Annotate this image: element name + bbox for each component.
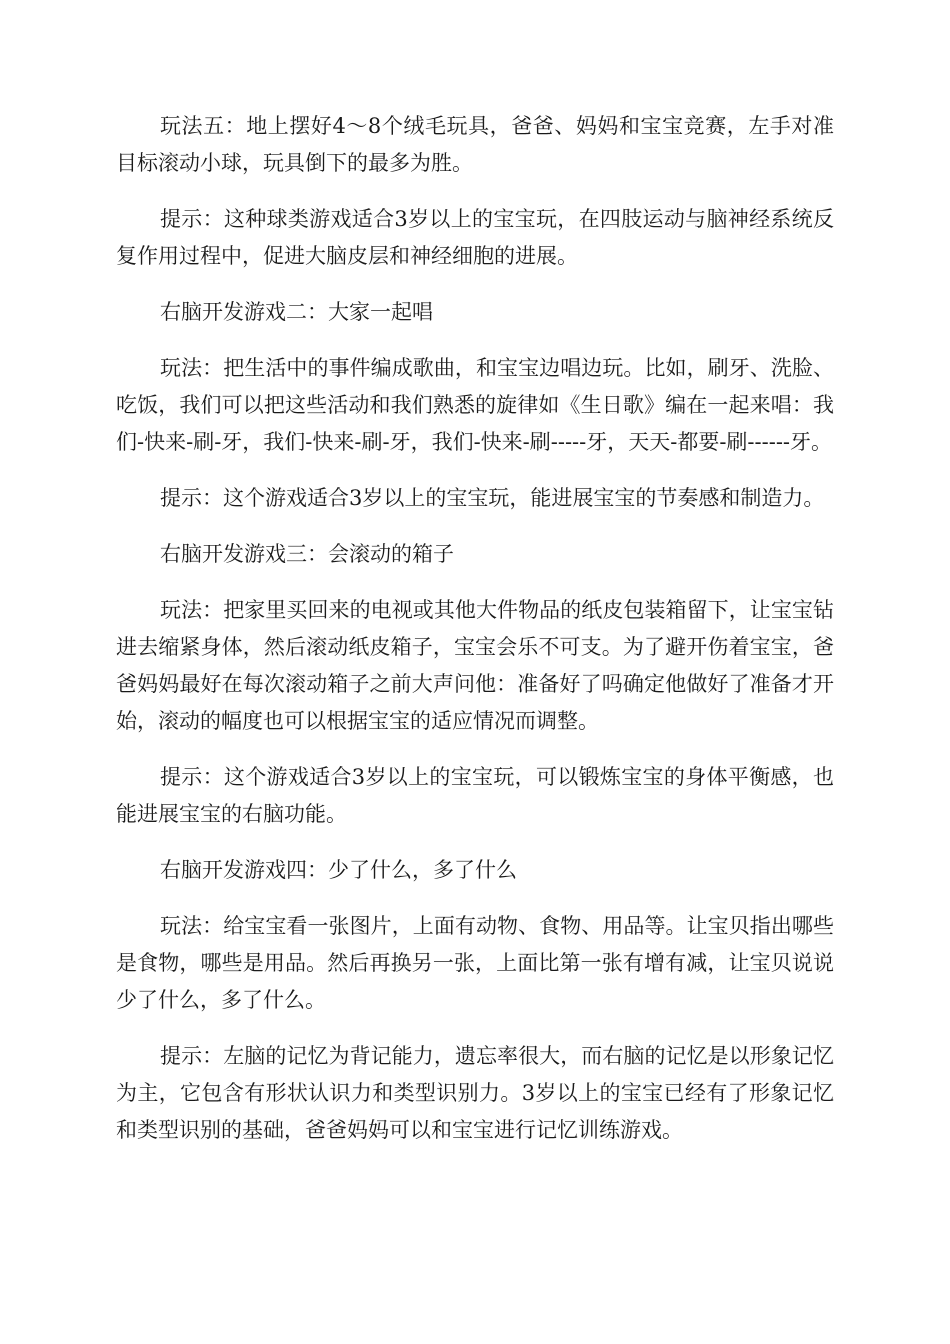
paragraph-tip-box: 提示：这个游戏适合3岁以上的宝宝玩，可以锻炼宝宝的身体平衡感，也能进展宝宝的右脑功能。 (116, 765, 834, 826)
heading-game-three: 右脑开发游戏三：会滚动的箱子 (160, 542, 454, 566)
paragraph-play-five: 玩法五：地上摆好4～8个绒毛玩具，爸爸、妈妈和宝宝竞赛，左手对准目标滚动小球，玩具倒下的最多为胜。 (116, 114, 834, 175)
paragraph-play-sing: 玩法：把生活中的事件编成歌曲，和宝宝边唱边玩。比如，刷牙、洗脸、吃饭，我们可以把这些活动和我们熟悉的旋律如《生日歌》编在一起来唱：我们-快来-刷-牙，我们-快来-刷-牙，我们-快来-刷-----牙，天天-都要-刷------牙。 (116, 356, 834, 454)
heading-game-four: 右脑开发游戏四：少了什么，多了什么 (160, 858, 517, 882)
paragraph-tip-sing: 提示：这个游戏适合3岁以上的宝宝玩，能进展宝宝的节奏感和制造力。 (160, 486, 825, 510)
paragraph-tip-ball-game: 提示：这种球类游戏适合3岁以上的宝宝玩，在四肢运动与脑神经系统反复作用过程中，促进大脑皮层和神经细胞的进展。 (116, 207, 834, 268)
paragraph-play-box: 玩法：把家里买回来的电视或其他大件物品的纸皮包装箱留下，让宝宝钻进去缩紧身体，然后滚动纸皮箱子，宝宝会乐不可支。为了避开伤着宝宝，爸爸妈妈最好在每次滚动箱子之前大声问他：准备好了吗确定他做好了准备才开始，滚动的幅度也可以根据宝宝的适应情况而调整。 (116, 598, 834, 733)
heading-game-two: 右脑开发游戏二：大家一起唱 (160, 300, 433, 324)
paragraph-play-picture: 玩法：给宝宝看一张图片，上面有动物、食物、用品等。让宝贝指出哪些是食物，哪些是用品。然后再换另一张，上面比第一张有增有减，让宝贝说说少了什么，多了什么。 (116, 914, 834, 1012)
paragraph-tip-memory: 提示：左脑的记忆为背记能力，遗忘率很大，而右脑的记忆是以形象记忆为主，它包含有形状认识力和类型识别力。3岁以上的宝宝已经有了形象记忆和类型识别的基础，爸爸妈妈可以和宝宝进行记忆训练游戏。 (116, 1044, 834, 1142)
document-body (116, 108, 834, 1168)
